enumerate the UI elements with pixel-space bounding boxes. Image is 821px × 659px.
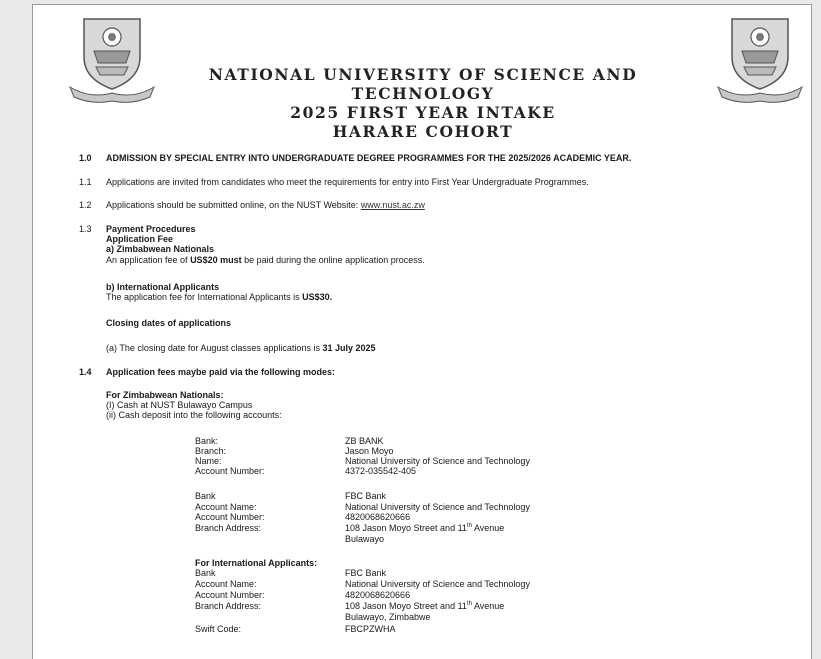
fbc-bank-value: FBC Bank (345, 491, 387, 501)
intl-address-label: Branch Address: (195, 601, 262, 611)
document-page (32, 4, 812, 659)
header-line-3: HARARE COHORT (332, 122, 514, 141)
zb-account-label: Account Number: (195, 466, 265, 476)
swift-code-value: FBCPZWHA (345, 624, 396, 634)
section-number: 1.0 (79, 153, 92, 163)
zb-branch-value: Jason Moyo (345, 446, 394, 456)
payment-modes-text: Application fees maybe paid via the following modes: (106, 367, 336, 377)
address-ordinal: th (466, 523, 472, 529)
section-number: 1.3 (79, 224, 92, 234)
address-avenue: Avenue (471, 523, 505, 533)
university-crest-icon (714, 13, 806, 105)
fbc-account-value: 4820068620666 (345, 512, 411, 522)
zb-bank-value: ZB BANK (345, 436, 384, 446)
address-street: 108 Jason Moyo Street and 11 (345, 601, 467, 611)
address-street: 108 Jason Moyo Street and 11 (345, 523, 467, 533)
section-1-1-text: Applications are invited from candidates who meet the requirements for entry into First Year Undergraduate Programmes. (106, 177, 589, 187)
payment-procedures-title: Payment Procedures (106, 224, 196, 234)
fee-text-post: be paid during the online application process. (241, 255, 425, 265)
fbc-name-label: Account Name: (195, 502, 257, 512)
intl-bank-value: FBC Bank (345, 568, 387, 578)
zb-name-value: National University of Science and Technology (345, 456, 530, 466)
zb-name-label: Name: (195, 456, 222, 466)
zb-account-value: 4372-035542-405 (345, 466, 417, 476)
fee-amount: US$30. (302, 292, 333, 302)
section-number: 1.2 (79, 200, 92, 210)
closing-date-text (106, 343, 376, 354)
closing-text-pre: (a) The closing date for August classes applications is (106, 343, 323, 353)
intl-bank-label: Bank (195, 568, 216, 578)
payment-mode-1: (I) Cash at NUST Bulawayo Campus (106, 400, 253, 410)
application-fee-subtitle: Application Fee (106, 234, 174, 244)
document-header (143, 65, 703, 141)
section-number: 1.1 (79, 177, 92, 187)
zb-bank-label: Bank: (195, 436, 219, 446)
zimbabwean-nationals-heading: a) Zimbabwean Nationals (106, 244, 215, 254)
intl-name-label: Account Name: (195, 579, 257, 589)
closing-date: 31 July 2025 (322, 343, 376, 353)
international-applicants-heading: b) International Applicants (106, 282, 220, 292)
header-line-1: NATIONAL UNIVERSITY OF SCIENCE AND TECHNOLOGY (208, 65, 638, 103)
fee-text-pre: The application fee for International Applicants is (106, 292, 303, 302)
swift-code-label: Swift Code: (195, 624, 242, 634)
fbc-address-line-2: Bulawayo (345, 534, 385, 544)
section-1-2-text (106, 200, 425, 211)
intl-address-line-2: Bulawayo, Zimbabwe (345, 612, 431, 622)
zimbabwean-nationals-modes-heading: For Zimbabwean Nationals: (106, 390, 224, 400)
international-applicants-modes-heading: For International Applicants: (195, 558, 318, 568)
closing-dates-heading: Closing dates of applications (106, 318, 232, 328)
fee-text-pre: An application fee of (106, 255, 191, 265)
section-1-2-label: Applications should be submitted online, on the NUST Website: (106, 200, 361, 210)
section-1-0-text: ADMISSION BY SPECIAL ENTRY INTO UNDERGRADUATE DEGREE PROGRAMMES FOR THE 2025/2026 ACADEMIC YEAR. (106, 153, 632, 163)
fbc-account-label: Account Number: (195, 512, 265, 522)
address-ordinal: th (466, 601, 472, 607)
payment-mode-2: (ii) Cash deposit into the following accounts: (106, 410, 282, 420)
fee-amount: US$20 must (190, 255, 242, 265)
intl-name-value: National University of Science and Technology (345, 579, 530, 589)
fbc-address-label: Branch Address: (195, 523, 262, 533)
fbc-address-value (345, 523, 504, 534)
fbc-name-value: National University of Science and Technology (345, 502, 530, 512)
address-avenue: Avenue (471, 601, 505, 611)
nust-website-link[interactable]: www.nust.ac.zw (360, 200, 425, 210)
zimbabwean-fee-text (106, 255, 425, 266)
intl-account-value: 4820068620666 (345, 590, 411, 600)
zb-branch-label: Branch: (195, 446, 227, 456)
header-line-2: 2025 FIRST YEAR INTAKE (290, 103, 556, 122)
fbc-bank-label: Bank (195, 491, 216, 501)
intl-account-label: Account Number: (195, 590, 265, 600)
intl-address-value (345, 601, 504, 612)
section-number: 1.4 (79, 367, 92, 377)
international-fee-text (106, 292, 332, 303)
